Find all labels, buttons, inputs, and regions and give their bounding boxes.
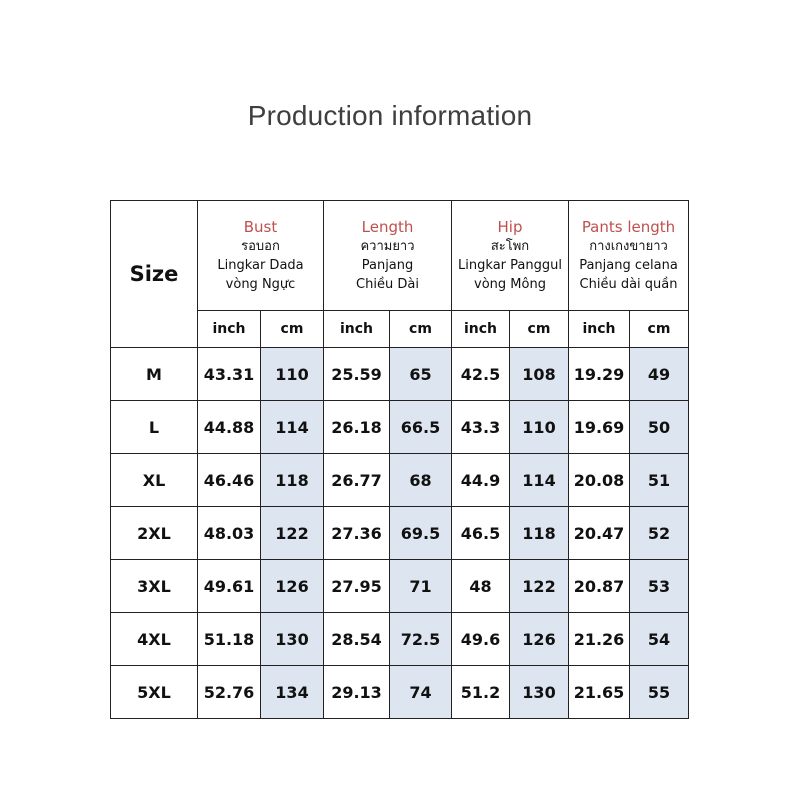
length-inch-cell: 26.18 <box>324 401 390 454</box>
length-header-indonesian: Panjang <box>361 257 414 273</box>
length-header-label: Length <box>361 217 414 236</box>
pants-length-cm-cell: 54 <box>630 613 689 666</box>
length-inch-cell: 28.54 <box>324 613 390 666</box>
size-label-cell: L <box>111 401 198 454</box>
unit-header-cell: inch <box>198 311 261 348</box>
pants-length-header-indonesian: Panjang celana <box>579 257 678 273</box>
pants-length-inch-cell: 20.47 <box>569 507 630 560</box>
bust-cm-cell: 118 <box>261 454 324 507</box>
table-row <box>111 613 689 666</box>
length-cm-cell: 72.5 <box>390 613 452 666</box>
bust-inch-cell: 48.03 <box>198 507 261 560</box>
bust-cm-cell: 122 <box>261 507 324 560</box>
hip-inch-cell: 49.6 <box>452 613 510 666</box>
hip-header-thai: สะโพก <box>490 238 530 254</box>
pants-length-cm-cell: 50 <box>630 401 689 454</box>
table-row <box>111 666 689 719</box>
length-inch-cell: 27.95 <box>324 560 390 613</box>
bust-inch-cell: 46.46 <box>198 454 261 507</box>
hip-header-indonesian: Lingkar Panggul <box>458 257 562 273</box>
pants-length-inch-cell: 20.87 <box>569 560 630 613</box>
bust-inch-cell: 44.88 <box>198 401 261 454</box>
bust-inch-cell: 51.18 <box>198 613 261 666</box>
bust-cm-cell: 134 <box>261 666 324 719</box>
bust-header <box>198 201 324 311</box>
size-chart-table <box>110 200 689 719</box>
table-row <box>111 507 689 560</box>
hip-cm-cell: 108 <box>510 348 569 401</box>
pants-length-cm-cell: 53 <box>630 560 689 613</box>
size-label-cell: 5XL <box>111 666 198 719</box>
bust-header-label: Bust <box>243 217 278 236</box>
pants-length-inch-cell: 21.26 <box>569 613 630 666</box>
hip-cm-cell: 130 <box>510 666 569 719</box>
hip-header <box>452 201 569 311</box>
length-cm-cell: 71 <box>390 560 452 613</box>
length-inch-cell: 25.59 <box>324 348 390 401</box>
pants-length-header-thai: กางเกงขายาว <box>589 238 668 254</box>
size-label-cell: XL <box>111 454 198 507</box>
pants-length-cm-cell: 55 <box>630 666 689 719</box>
hip-header-label: Hip <box>497 217 523 236</box>
pants-length-header-label: Pants length <box>581 217 676 236</box>
length-cm-cell: 65 <box>390 348 452 401</box>
bust-inch-cell: 52.76 <box>198 666 261 719</box>
hip-inch-cell: 43.3 <box>452 401 510 454</box>
hip-cm-cell: 122 <box>510 560 569 613</box>
bust-header-indonesian: Lingkar Dada <box>217 257 304 273</box>
hip-inch-cell: 48 <box>452 560 510 613</box>
length-cm-cell: 66.5 <box>390 401 452 454</box>
size-label-cell: 3XL <box>111 560 198 613</box>
length-header-vietnamese: Chiều Dài <box>356 276 419 292</box>
unit-header-cell: inch <box>569 311 630 348</box>
pants-length-inch-cell: 21.65 <box>569 666 630 719</box>
page-title: Production information <box>247 100 533 131</box>
hip-inch-cell: 51.2 <box>452 666 510 719</box>
size-label-cell: 2XL <box>111 507 198 560</box>
pants-length-cm-cell: 52 <box>630 507 689 560</box>
hip-inch-cell: 42.5 <box>452 348 510 401</box>
pants-length-header-vietnamese: Chiều dài quần <box>579 276 678 292</box>
hip-inch-cell: 44.9 <box>452 454 510 507</box>
size-column-header: Size <box>111 201 198 348</box>
bust-inch-cell: 49.61 <box>198 560 261 613</box>
pants-length-inch-cell: 19.69 <box>569 401 630 454</box>
hip-cm-cell: 114 <box>510 454 569 507</box>
length-inch-cell: 29.13 <box>324 666 390 719</box>
unit-header-cell: cm <box>390 311 452 348</box>
length-header <box>324 201 452 311</box>
bust-cm-cell: 114 <box>261 401 324 454</box>
bust-cm-cell: 130 <box>261 613 324 666</box>
size-label-cell: 4XL <box>111 613 198 666</box>
hip-inch-cell: 46.5 <box>452 507 510 560</box>
length-cm-cell: 68 <box>390 454 452 507</box>
size-label-cell: M <box>111 348 198 401</box>
length-cm-cell: 69.5 <box>390 507 452 560</box>
bust-header-thai: รอบอก <box>241 238 280 254</box>
unit-header-cell: inch <box>324 311 390 348</box>
hip-cm-cell: 110 <box>510 401 569 454</box>
hip-cm-cell: 118 <box>510 507 569 560</box>
bust-inch-cell: 43.31 <box>198 348 261 401</box>
length-header-thai: ความยาว <box>360 238 415 254</box>
unit-header-row <box>111 311 689 348</box>
group-header-row <box>111 201 689 311</box>
pants-length-inch-cell: 19.29 <box>569 348 630 401</box>
unit-header-cell: inch <box>452 311 510 348</box>
bust-cm-cell: 110 <box>261 348 324 401</box>
pants-length-header <box>569 201 689 311</box>
table-row <box>111 454 689 507</box>
table-row <box>111 401 689 454</box>
hip-header-vietnamese: vòng Mông <box>474 276 546 292</box>
unit-header-cell: cm <box>261 311 324 348</box>
length-cm-cell: 74 <box>390 666 452 719</box>
table-row <box>111 348 689 401</box>
length-inch-cell: 27.36 <box>324 507 390 560</box>
hip-cm-cell: 126 <box>510 613 569 666</box>
bust-cm-cell: 126 <box>261 560 324 613</box>
pants-length-cm-cell: 51 <box>630 454 689 507</box>
table-row <box>111 560 689 613</box>
length-inch-cell: 26.77 <box>324 454 390 507</box>
pants-length-inch-cell: 20.08 <box>569 454 630 507</box>
unit-header-cell: cm <box>630 311 689 348</box>
bust-header-vietnamese: vòng Ngực <box>225 276 296 292</box>
unit-header-cell: cm <box>510 311 569 348</box>
pants-length-cm-cell: 49 <box>630 348 689 401</box>
